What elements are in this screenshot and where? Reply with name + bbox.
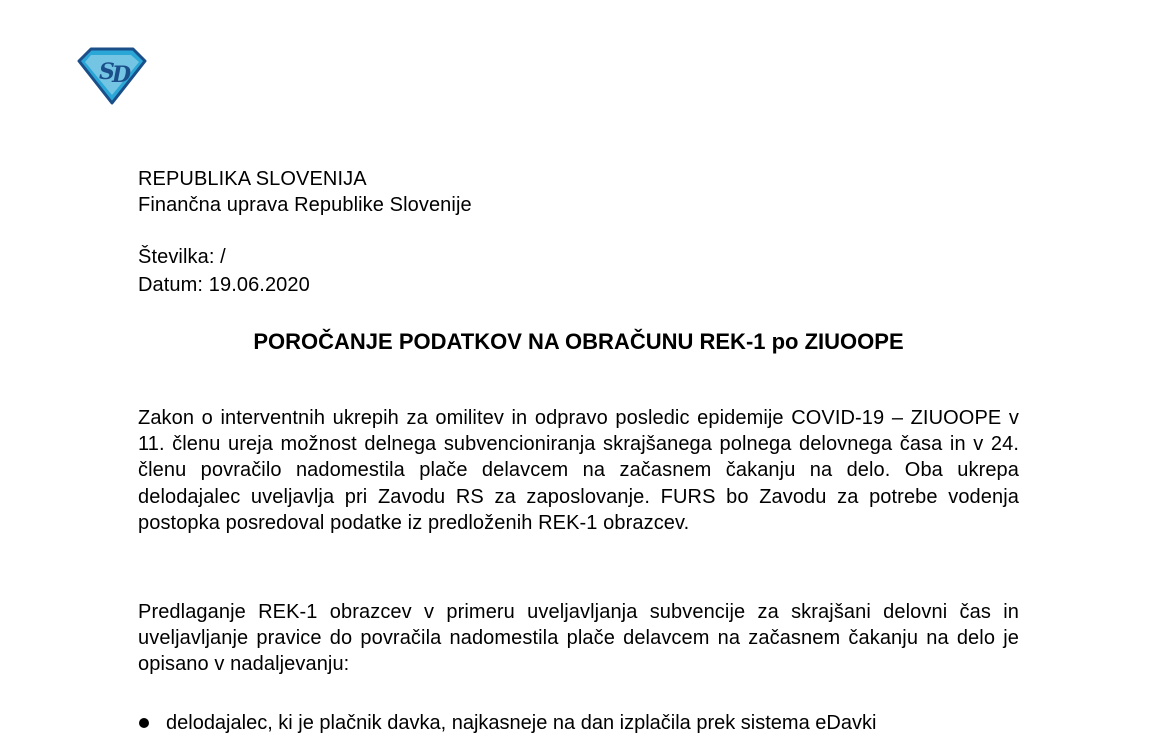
authority-name: Finančna uprava Republike Slovenije — [138, 194, 472, 216]
republic-name: REPUBLIKA SLOVENIJA — [138, 168, 367, 190]
svg-text:S: S — [99, 59, 115, 85]
document-date-value: 19.06.2020 — [208, 274, 310, 296]
sd-logo-icon — [77, 45, 147, 105]
bullet-text: delodajalec, ki je plačnik davka, najkasneje na dan izplačila prek sistema eDavki — [166, 712, 877, 734]
svg-text:D: D — [112, 62, 132, 88]
bullet-list — [138, 710, 1019, 736]
document-date — [138, 273, 310, 297]
document-title: POROČANJE PODATKOV NA OBRAČUNU REK-1 po ZIUOOPE — [253, 329, 904, 354]
document-number-value: / — [220, 246, 226, 268]
document-number — [138, 245, 226, 269]
document-number-label: Številka: — [138, 246, 215, 268]
list-item — [138, 710, 1019, 736]
paragraph-submission: Predlaganje REK-1 obrazcev v primeru uveljavljanja subvencije za skrajšani delovni čas in uveljavljanje pravice do povračila nadomestila plače delavcem na začasnem čakanju na delo je opisano v nadaljevanju: — [138, 601, 1019, 676]
bullet-icon — [139, 718, 149, 728]
document-date-label: Datum: — [138, 274, 204, 296]
paragraph-intro: Zakon o interventnih ukrepih za omilitev in odpravo posledic epidemije COVID-19 – ZIUOOPE v 11. členu ureja možnost delnega subvencioniranja skrajšanega polnega delovnega časa in v 24. členu povračilo nadomestila plače delavcem na začasnem čakanju na delo. Oba ukrepa delodajalec uveljavlja pri Zavodu RS za zaposlovanje. FURS bo Zavodu za potrebe vodenja postopka posredoval podatke iz predloženih REK-1 obrazcev. — [138, 407, 1019, 534]
